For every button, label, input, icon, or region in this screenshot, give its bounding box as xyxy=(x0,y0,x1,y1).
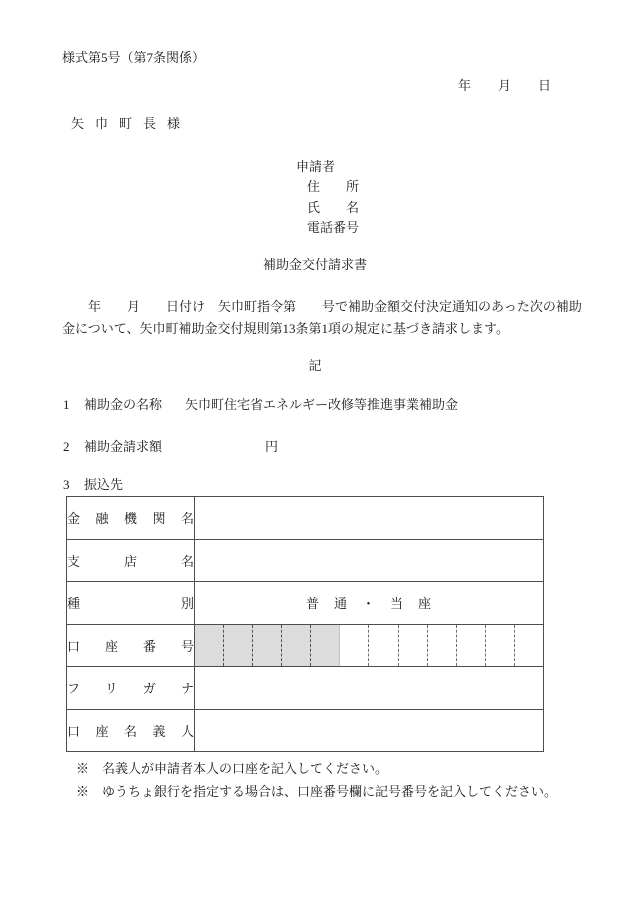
item-transfer-destination xyxy=(63,478,123,491)
date-day-label: 日 xyxy=(537,78,551,93)
form-number: 様式第5号（第7条関係） xyxy=(62,50,206,65)
date-line xyxy=(458,79,551,92)
transfer-destination-table xyxy=(66,496,544,752)
date-month-label: 月 xyxy=(497,78,511,93)
item-value: 矢巾町住宅省エネルギー改修等推進事業補助金 xyxy=(185,397,459,412)
account-number-label: 口座番号 xyxy=(67,624,195,667)
table-row-bank xyxy=(67,497,544,540)
document-title: 補助金交付請求書 xyxy=(262,257,367,272)
ki-heading: 記 xyxy=(308,358,322,373)
table-row-account-number xyxy=(67,624,544,667)
body-paragraph xyxy=(62,296,582,340)
bank-name-label: 金融機関名 xyxy=(67,497,195,540)
note-yucho-bank: ※ ゆうちょ銀行を指定する場合は、口座番号欄に記号番号を記入してください。 xyxy=(76,784,558,799)
addressee: 矢巾町長様 xyxy=(71,116,192,131)
table-row-furigana xyxy=(67,667,544,710)
item-claim-amount xyxy=(63,440,278,453)
account-digit-cell-gray xyxy=(224,625,253,667)
note-account-holder: ※ 名義人が申請者本人の口座を記入してください。 xyxy=(76,761,389,776)
account-digit-cell xyxy=(515,625,543,667)
branch-name-field xyxy=(195,539,544,582)
account-digit-cell xyxy=(369,625,398,667)
furigana-label: フリガナ xyxy=(67,667,195,710)
account-number-cells xyxy=(195,625,543,667)
account-holder-label: 口座名義人 xyxy=(67,709,195,752)
item-subsidy-name xyxy=(63,398,458,411)
applicant-name-label: 氏 名 xyxy=(307,199,360,215)
applicant-address-label: 住 所 xyxy=(307,179,360,195)
account-type-options: 普 通 ・ 当 座 xyxy=(195,582,544,625)
table-row-account-type xyxy=(67,582,544,625)
account-digit-cell xyxy=(457,625,486,667)
item-value: 円 xyxy=(265,439,279,454)
account-type-label: 種別 xyxy=(67,582,195,625)
account-digit-cell-gray xyxy=(195,625,224,667)
account-digit-cell xyxy=(486,625,515,667)
furigana-field xyxy=(195,667,544,710)
date-year-label: 年 xyxy=(457,78,471,93)
item-label: 補助金請求額 xyxy=(84,439,163,454)
applicant-block xyxy=(296,157,359,238)
account-digit-cell xyxy=(428,625,457,667)
account-digit-cell-gray xyxy=(311,625,340,667)
account-digit-cell xyxy=(340,625,369,667)
applicant-phone-label: 電話番号 xyxy=(307,219,360,235)
account-digit-cell-gray xyxy=(282,625,311,667)
table-row-account-holder xyxy=(67,709,544,752)
item-number: 2 xyxy=(63,439,70,454)
applicant-label: 申請者 xyxy=(296,159,336,174)
account-digit-cell xyxy=(399,625,428,667)
account-digit-cell-gray xyxy=(253,625,282,667)
body-line-2: 金について、矢巾町補助金交付規則第13条第1項の規定に基づき請求します。 xyxy=(62,321,509,336)
item-label: 補助金の名称 xyxy=(84,397,163,412)
item-number: 1 xyxy=(63,397,70,412)
notes-block xyxy=(76,757,557,803)
branch-name-label: 支店名 xyxy=(67,539,195,582)
item-number: 3 xyxy=(63,477,70,492)
bank-name-field xyxy=(195,497,544,540)
item-label: 振込先 xyxy=(84,477,124,492)
body-line-1: 年 月 日付け 矢巾町指令第 号で補助金額交付決定通知のあった次の補助 xyxy=(62,299,582,314)
table-row-branch xyxy=(67,539,544,582)
account-holder-field xyxy=(195,709,544,752)
